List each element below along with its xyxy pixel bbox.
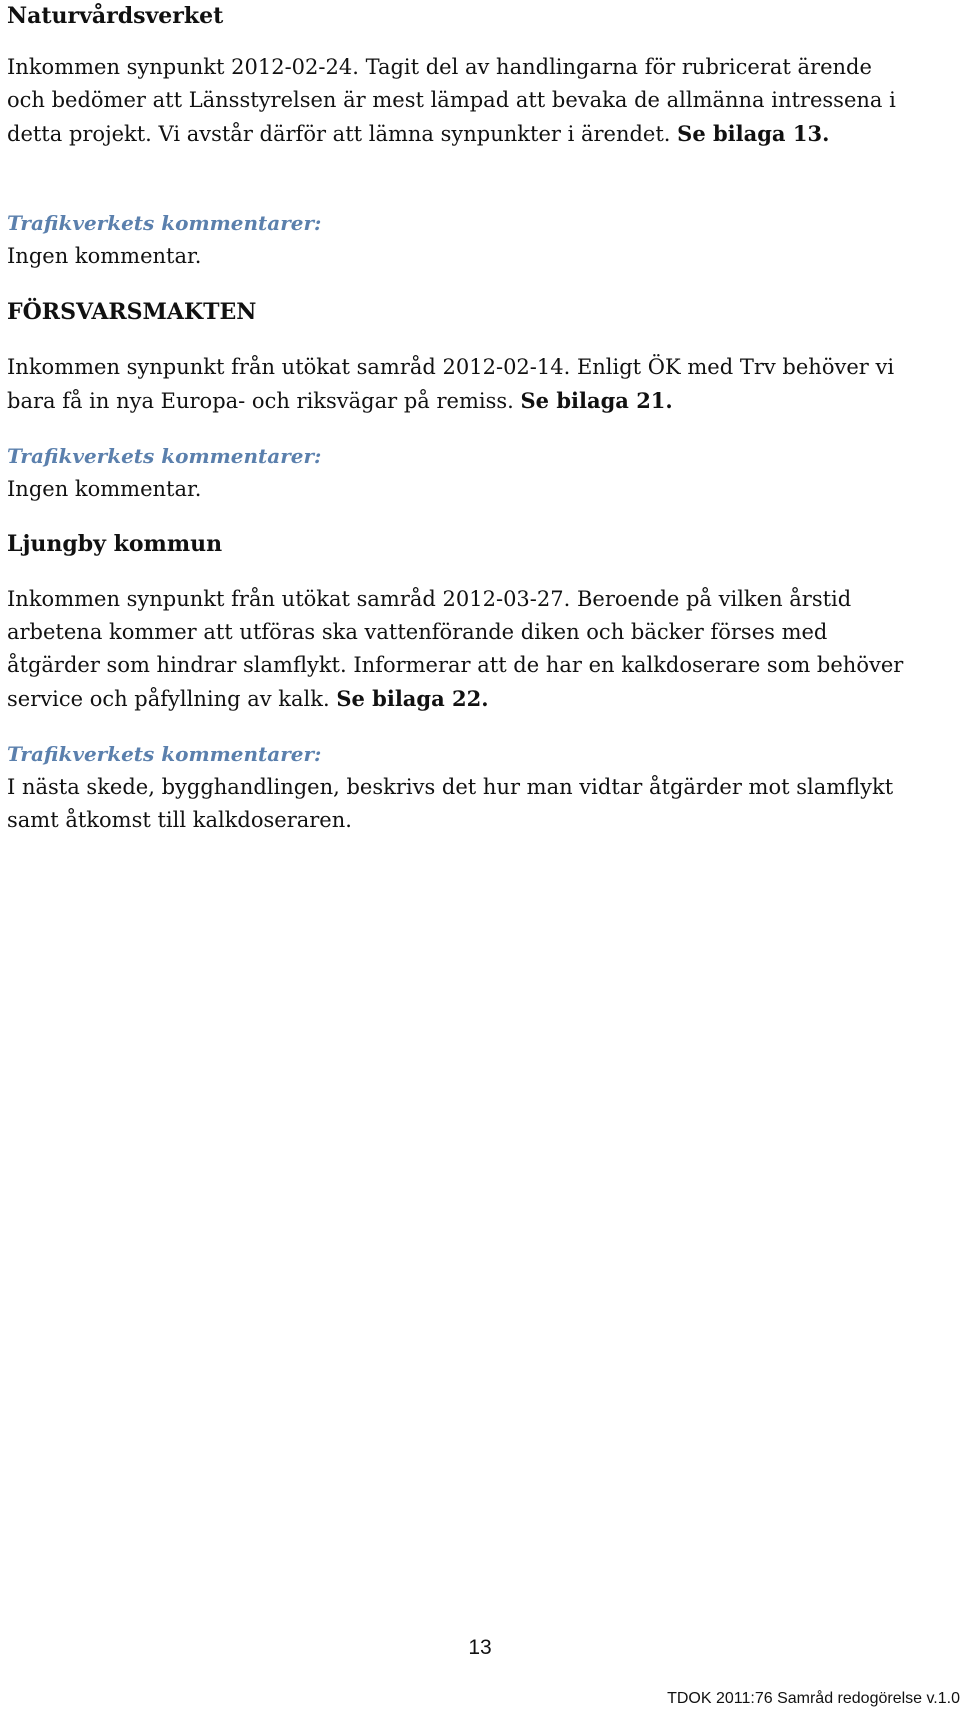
comment-text: Ingen kommentar. [7,477,202,501]
comment-text: Ingen kommentar. [7,244,202,268]
section-heading-forsvarsmakten: FÖRSVARSMAKTEN [7,299,257,325]
section-text-ljungby-kommun [7,583,907,716]
page-number: 13 [468,1636,492,1659]
comment-label: Trafikverkets kommentarer: [7,444,322,468]
comment-text: I nästa skede, bygghandlingen, beskrivs det hur man vidtar åtgärder mot slamflykt samt åtkomst till kalkdoseraren. [7,775,894,832]
section-text-forsvarsmakten [7,351,907,418]
section-body: Inkommen synpunkt från utökat samråd 2012-02-14. Enligt ÖK med Trv behöver vi bara få in nya Europa- och riksvägar på remiss. [7,355,895,413]
section-text-naturvardsverket [7,51,907,151]
attachment-reference: Se bilaga 13. [677,121,830,146]
attachment-reference: Se bilaga 21. [520,388,673,413]
attachment-reference: Se bilaga 22. [336,686,489,711]
section-body: Inkommen synpunkt 2012-02-24. Tagit del av handlingarna för rubricerat ärende och bedömer att Länsstyrelsen är mest lämpad att bevaka de allmänna intressena i detta projekt. Vi avstår därför att lämna synpunkter i ärendet. [7,55,896,146]
section-heading-naturvardsverket: Naturvårdsverket [7,3,224,29]
comment-label: Trafikverkets kommentarer: [7,742,322,766]
section-heading-ljungby-kommun: Ljungby kommun [7,531,223,557]
comment-label: Trafikverkets kommentarer: [7,211,322,235]
document-footer: TDOK 2011:76 Samråd redogörelse v.1.0 [667,1690,960,1707]
section-body: Inkommen synpunkt från utökat samråd 2012-03-27. Beroende på vilken årstid arbetena kommer att utföras ska vattenförande diken och bäcker förses med åtgärder som hindrar slamflykt. Informerar att de har en kalkdoserare som behöver service och påfyllning av kalk. [7,587,904,711]
